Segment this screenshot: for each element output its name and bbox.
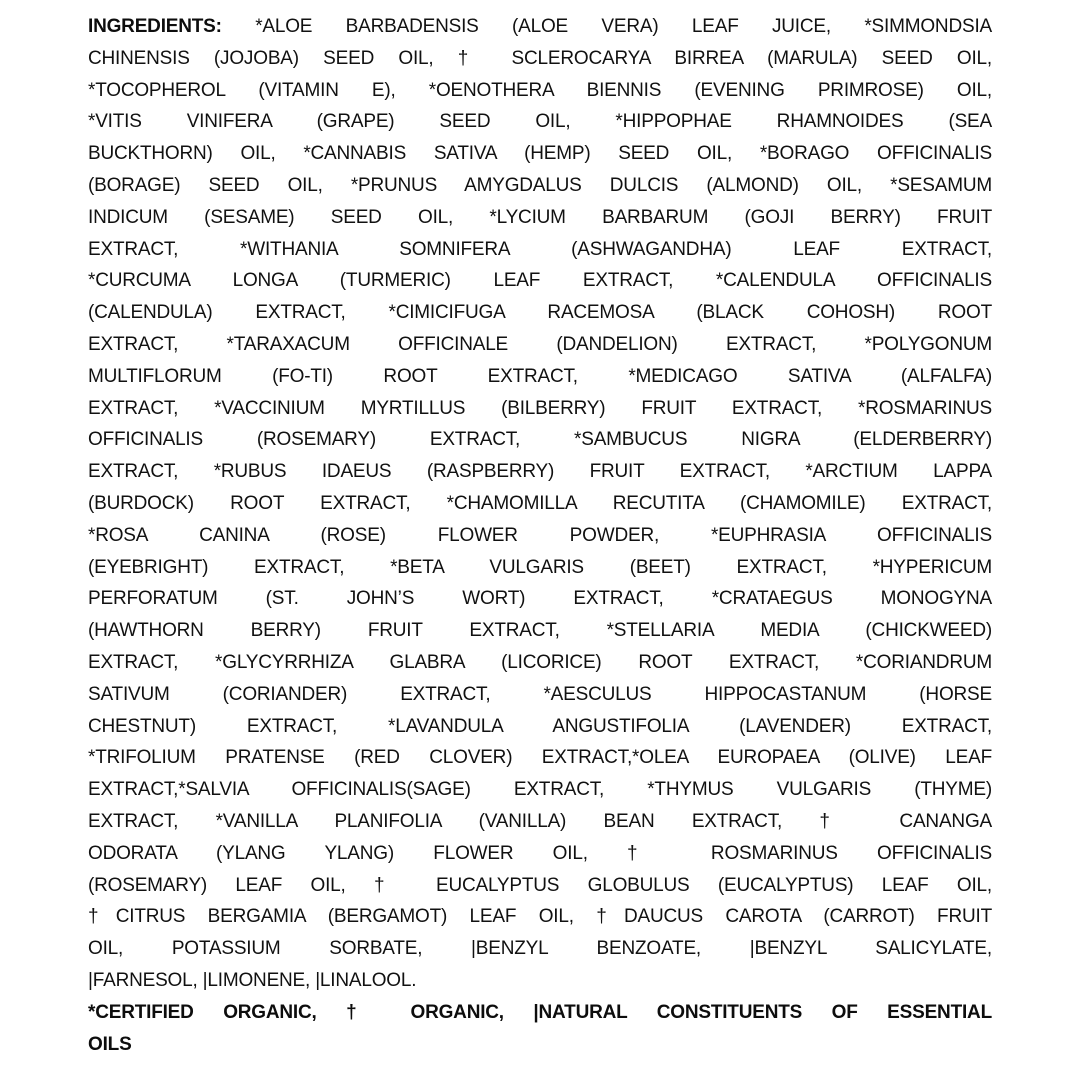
- ingredients-line: EXTRACT, *TARAXACUM OFFICINALE (DANDELION) EXTRACT, *POLYGONUM: [88, 333, 992, 355]
- ingredients-line: BUCKTHORN) OIL, *CANNABIS SATIVA (HEMP) SEED OIL, *BORAGO OFFICINALIS: [88, 143, 992, 165]
- ingredients-line: *ROSA CANINA (ROSE) FLOWER POWDER, *EUPHRASIA OFFICINALIS: [88, 524, 992, 546]
- ingredients-line: SATIVUM (CORIANDER) EXTRACT, *AESCULUS HIPPOCASTANUM (HORSE: [88, 683, 992, 705]
- ingredients-line: (CALENDULA) EXTRACT, *CIMICIFUGA RACEMOSA (BLACK COHOSH) ROOT: [88, 302, 992, 324]
- ingredients-line: (BURDOCK) ROOT EXTRACT, *CHAMOMILLA RECUTITA (CHAMOMILE) EXTRACT,: [88, 492, 992, 514]
- ingredients-line: *TOCOPHEROL (VITAMIN E), *OENOTHERA BIENNIS (EVENING PRIMROSE) OIL,: [88, 79, 992, 101]
- ingredients-line: OFFICINALIS (ROSEMARY) EXTRACT, *SAMBUCUS NIGRA (ELDERBERRY): [88, 429, 992, 451]
- ingredients-first-line: [88, 11, 992, 43]
- ingredients-line: †CITRUS BERGAMIA (BERGAMOT) LEAF OIL, †DAUCUS CAROTA (CARROT) FRUIT: [88, 906, 992, 928]
- ingredients-line: EXTRACT, *VANILLA PLANIFOLIA (VANILLA) BEAN EXTRACT, † CANANGA: [88, 810, 992, 832]
- ingredients-line: (ROSEMARY) LEAF OIL, † EUCALYPTUS GLOBULUS (EUCALYPTUS) LEAF OIL,: [88, 874, 992, 896]
- ingredients-line: EXTRACT, *VACCINIUM MYRTILLUS (BILBERRY) FRUIT EXTRACT, *ROSMARINUS: [88, 397, 992, 419]
- ingredients-line: EXTRACT, *GLYCYRRHIZA GLABRA (LICORICE) ROOT EXTRACT, *CORIANDRUM: [88, 651, 992, 673]
- ingredients-line: EXTRACT, *WITHANIA SOMNIFERA (ASHWAGANDHA) LEAF EXTRACT,: [88, 238, 992, 260]
- ingredients-line: (EYEBRIGHT) EXTRACT, *BETA VULGARIS (BEET) EXTRACT, *HYPERICUM: [88, 556, 992, 578]
- legend-last-line: OILS: [88, 1033, 132, 1055]
- ingredients-line: EXTRACT,*SALVIA OFFICINALIS(SAGE) EXTRACT, *THYMUS VULGARIS (THYME): [88, 779, 992, 801]
- ingredients-line: OIL, POTASSIUM SORBATE, |BENZYL BENZOATE, |BENZYL SALICYLATE,: [88, 938, 992, 960]
- ingredients-line: *CURCUMA LONGA (TURMERIC) LEAF EXTRACT, *CALENDULA OFFICINALIS: [88, 270, 992, 292]
- ingredients-body: [88, 43, 992, 965]
- legend-line: *CERTIFIED ORGANIC, † ORGANIC, |NATURAL CONSTITUENTS OF ESSENTIAL: [88, 1001, 992, 1023]
- ingredients-heading: INGREDIENTS:: [88, 16, 222, 37]
- ingredients-line: MULTIFLORUM (FO-TI) ROOT EXTRACT, *MEDICAGO SATIVA (ALFALFA): [88, 365, 992, 387]
- ingredients-line: CHINENSIS (JOJOBA) SEED OIL, † SCLEROCARYA BIRREA (MARULA) SEED OIL,: [88, 47, 992, 69]
- ingredients-last-line: |FARNESOL, |LIMONENE, |LINALOOL.: [88, 969, 417, 991]
- ingredients-line: EXTRACT, *RUBUS IDAEUS (RASPBERRY) FRUIT EXTRACT, *ARCTIUM LAPPA: [88, 461, 992, 483]
- ingredients-line: *TRIFOLIUM PRATENSE (RED CLOVER) EXTRACT,*OLEA EUROPAEA (OLIVE) LEAF: [88, 747, 992, 769]
- ingredients-line: ODORATA (YLANG YLANG) FLOWER OIL, † ROSMARINUS OFFICINALIS: [88, 842, 992, 864]
- ingredients-line: (BORAGE) SEED OIL, *PRUNUS AMYGDALUS DULCIS (ALMOND) OIL, *SESAMUM: [88, 174, 992, 196]
- ingredients-line: PERFORATUM (ST. JOHN’S WORT) EXTRACT, *CRATAEGUS MONOGYNA: [88, 588, 992, 610]
- ingredients-first-line-text: *ALOE BARBADENSIS (ALOE VERA) LEAF JUICE, *SIMMONDSIA: [255, 16, 992, 37]
- ingredients-line: CHESTNUT) EXTRACT, *LAVANDULA ANGUSTIFOLIA (LAVENDER) EXTRACT,: [88, 715, 992, 737]
- ingredients-line: INDICUM (SESAME) SEED OIL, *LYCIUM BARBARUM (GOJI BERRY) FRUIT: [88, 206, 992, 228]
- ingredients-line: *VITIS VINIFERA (GRAPE) SEED OIL, *HIPPOPHAE RHAMNOIDES (SEA: [88, 111, 992, 133]
- ingredients-line: (HAWTHORN BERRY) FRUIT EXTRACT, *STELLARIA MEDIA (CHICKWEED): [88, 620, 992, 642]
